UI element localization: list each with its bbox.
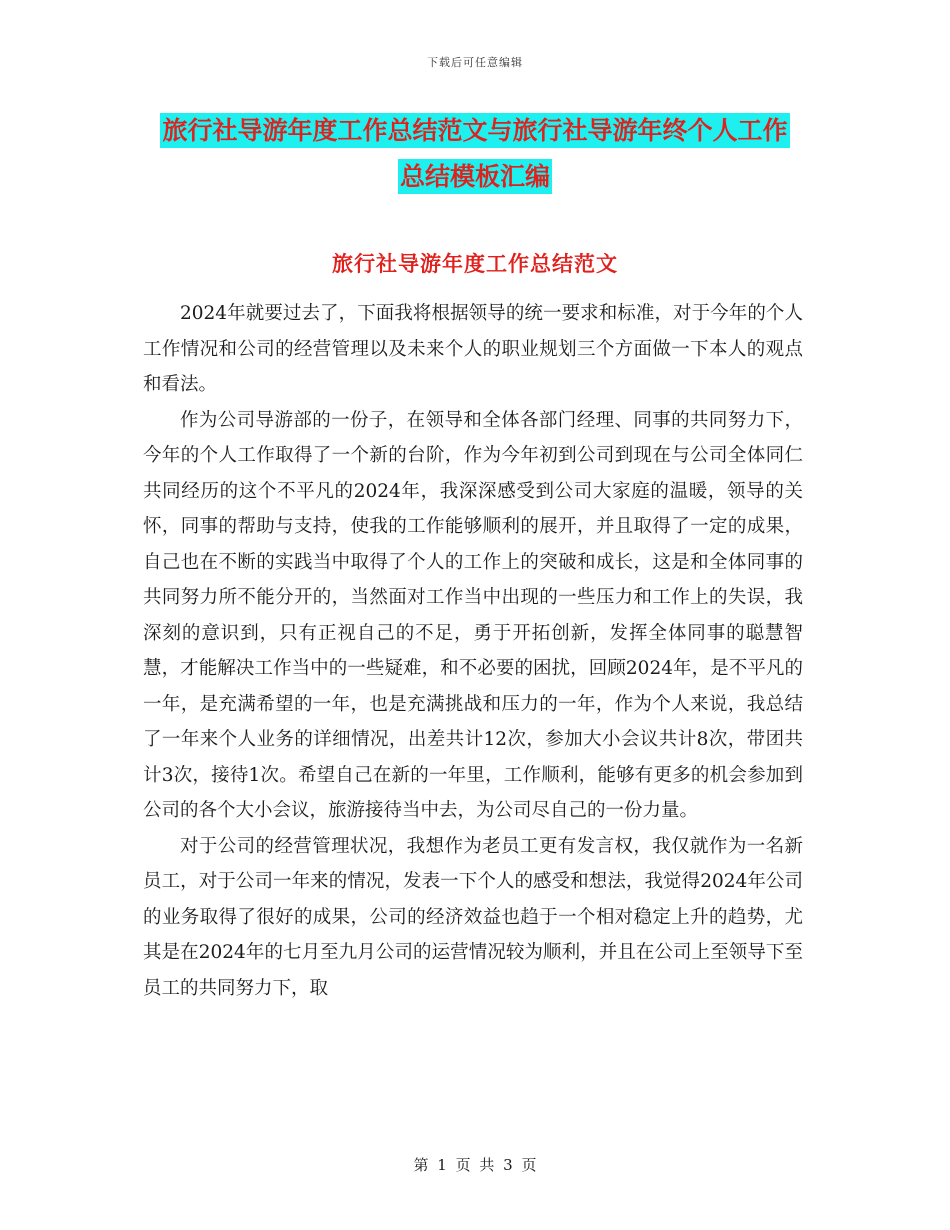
paragraph: 2024年就要过去了，下面我将根据领导的统一要求和标准，对于今年的个人工作情况和公司的经营管理以及未来个人的职业规划三个方面做一下本人的观点和看法。 (143, 303, 803, 395)
document-title-text: 旅行社导游年度工作总结范文与旅行社导游年终个人工作总结模板汇编 (160, 113, 789, 194)
paragraph: 对于公司的经营管理状况，我想作为老员工更有发言权，我仅就作为一名新员工，对于公司一年来的情况，发表一下个人的感受和想法，我觉得2024年公司的业务取得了很好的成果，公司的经济效益也趋于一个相对稳定上升的趋势，尤其是在2024年的七月至九月公司的运营情况较为顺利，并且在公司上至领导下至员工的共同努力下，取 (143, 835, 803, 999)
document-title (150, 108, 800, 200)
header-note: 下载后可任意编辑 (427, 56, 523, 69)
section-title: 旅行社导游年度工作总结范文 (332, 252, 618, 276)
document-body (143, 296, 803, 1006)
page-footer: 第 1 页 共 3 页 (413, 1156, 537, 1174)
paragraph: 作为公司导游部的一份子，在领导和全体各部门经理、同事的共同努力下，今年的个人工作取得了一个新的台阶，作为今年初到公司到现在与公司全体同仁共同经历的这个不平凡的2024年，我深深感受到公司大家庭的温暖，领导的关怀，同事的帮助与支持，使我的工作能够顺利的展开，并且取得了一定的成果，自己也在不断的实践当中取得了个人的工作上的突破和成长，这是和全体同事的共同努力所不能分开的，当然面对工作当中出现的一些压力和工作上的失误，我深刻的意识到，只有正视自己的不足，勇于开拓创新，发挥全体同事的聪慧智慧，才能解决工作当中的一些疑难，和不必要的困扰，回顾2024年，是不平凡的一年，是充满希望的一年，也是充满挑战和压力的一年，作为个人来说，我总结了一年来个人业务的详细情况，出差共计12次，参加大小会议共计8次，带团共计3次，接待1次。希望自己在新的一年里，工作顺利，能够有更多的机会参加到公司的各个大小会议，旅游接待当中去，为公司尽自己的一份力量。 (143, 409, 803, 821)
